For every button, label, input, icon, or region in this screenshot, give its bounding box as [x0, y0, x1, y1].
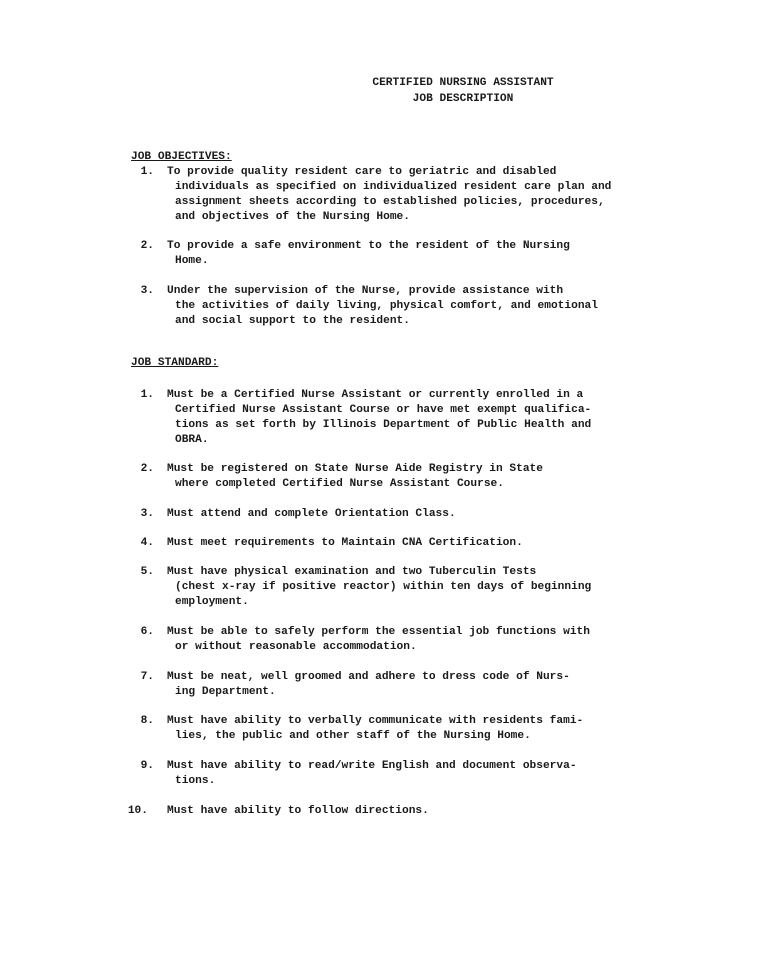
item-text-line: and objectives of the Nursing Home.	[175, 211, 410, 223]
item-text-line: employment.	[175, 596, 249, 608]
item-text-line: (chest x-ray if positive reactor) within ten days of beginning	[175, 581, 592, 593]
item-text-line: and social support to the resident.	[175, 315, 410, 327]
item-text-line: Under the supervision of the Nurse, provide assistance with	[167, 285, 564, 297]
list-number: 6.	[140, 626, 154, 638]
item-text-line: where completed Certified Nurse Assistant Course.	[175, 478, 504, 490]
item-text-line: To provide quality resident care to geriatric and disabled	[167, 166, 557, 178]
item-text-line: Must be registered on State Nurse Aide Registry in State	[167, 463, 543, 475]
item-text-line: Must meet requirements to Maintain CNA Certification.	[167, 537, 523, 549]
list-number: 10.	[127, 805, 148, 817]
list-number: 7.	[140, 671, 154, 683]
item-text-line: Must have physical examination and two Tuberculin Tests	[167, 566, 537, 578]
list-number: 1.	[140, 389, 154, 401]
item-text-line: tions as set forth by Illinois Department of Public Health and	[175, 419, 592, 431]
document-subtitle: JOB DESCRIPTION	[412, 93, 514, 105]
item-text-line: To provide a safe environment to the resident of the Nursing	[167, 240, 570, 252]
item-text-line: or without reasonable accommodation.	[175, 641, 417, 653]
item-text-line: OBRA.	[175, 434, 209, 446]
item-text-line: Home.	[175, 255, 209, 267]
item-text-line: Must attend and complete Orientation Class.	[167, 508, 456, 520]
objectives-heading: JOB OBJECTIVES:	[131, 151, 232, 163]
item-text-line: the activities of daily living, physical comfort, and emotional	[175, 300, 598, 312]
list-number: 1.	[140, 166, 154, 178]
list-number: 9.	[140, 760, 154, 772]
item-text-line: assignment sheets according to established policies, procedures,	[175, 196, 605, 208]
list-number: 3.	[140, 508, 154, 520]
item-text-line: lies, the public and other staff of the Nursing Home.	[175, 730, 531, 742]
list-number: 5.	[140, 566, 154, 578]
item-text-line: Certified Nurse Assistant Course or have met exempt qualifica-	[175, 404, 592, 416]
item-text-line: ing Department.	[175, 686, 276, 698]
list-number: 2.	[140, 463, 154, 475]
item-text-line: Must have ability to follow directions.	[167, 805, 429, 817]
item-text-line: Must be a Certified Nurse Assistant or currently enrolled in a	[167, 389, 584, 401]
list-number: 3.	[140, 285, 154, 297]
standards-heading: JOB STANDARD:	[131, 357, 219, 369]
item-text-line: individuals as specified on individualized resident care plan and	[175, 181, 612, 193]
item-text-line: Must be neat, well groomed and adhere to dress code of Nurs-	[167, 671, 570, 683]
list-number: 4.	[140, 537, 154, 549]
item-text-line: tions.	[175, 775, 216, 787]
item-text-line: Must be able to safely perform the essential job functions with	[167, 626, 590, 638]
list-number: 2.	[140, 240, 154, 252]
item-text-line: Must have ability to read/write English and document observa-	[167, 760, 577, 772]
document-title: CERTIFIED NURSING ASSISTANT	[372, 77, 554, 89]
list-number: 8.	[140, 715, 154, 727]
item-text-line: Must have ability to verbally communicate with residents fami-	[167, 715, 584, 727]
